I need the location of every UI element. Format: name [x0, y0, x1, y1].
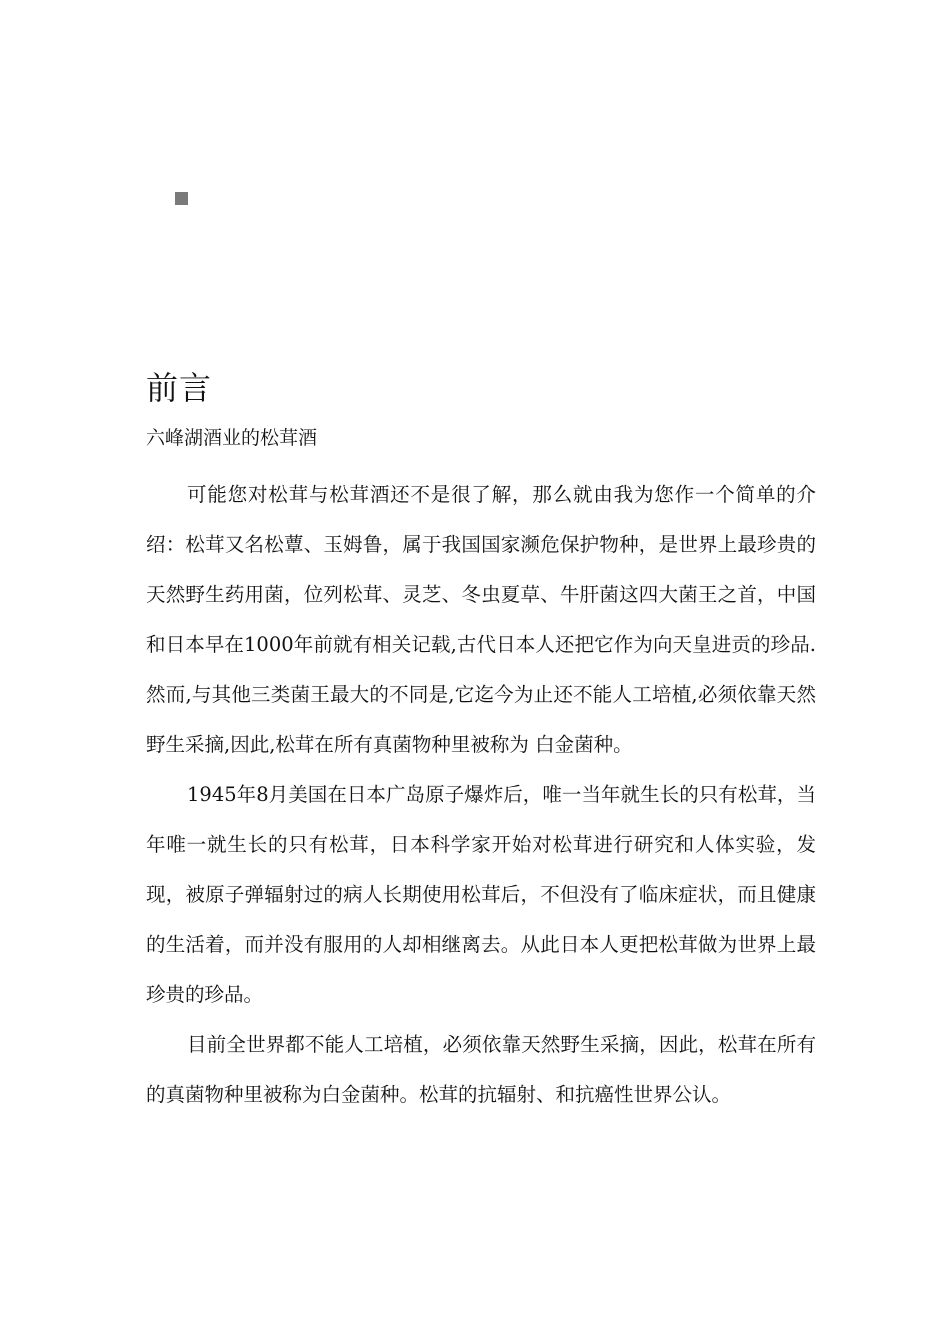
- body-text: [146, 470, 816, 1120]
- paragraph-history: 1945年8月美国在日本广岛原子爆炸后，唯一当年就生长的只有松茸，当年唯一就生长的只有松茸，日本科学家开始对松茸进行研究和人体实验，发现，被原子弹辐射过的病人长期使用松茸后，不但没有了临床症状，而且健康的生活着，而并没有服用的人却相继离去。从此日本人更把松茸做为世界上最珍贵的珍品。: [146, 783, 816, 1006]
- bullet-square-icon: [175, 192, 188, 205]
- paragraph-intro: 可能您对松茸与松茸酒还不是很了解，那么就由我为您作一个简单的介绍：松茸又名松蕈、玉姆鲁，属于我国国家濒危保护物种，是世界上最珍贵的天然野生药用菌，位列松茸、灵芝、冬虫夏草、牛肝菌这四大菌王之首，中国和日本早在1000年前就有相关记载,古代日本人还把它作为向天皇进贡的珍品.然而,与其他三类菌王最大的不同是,它迄今为止还不能人工培植,必须依靠天然野生采摘,因此,松茸在所有真菌物种里被称为 白金菌种。: [146, 483, 816, 756]
- page-subtitle: 六峰湖酒业的松茸酒: [146, 427, 318, 449]
- paragraph-current: 目前全世界都不能人工培植，必须依靠天然野生采摘，因此，松茸在所有的真菌物种里被称为白金菌种。松茸的抗辐射、和抗癌性世界公认。: [146, 1033, 816, 1106]
- page-title: 前言: [146, 369, 213, 407]
